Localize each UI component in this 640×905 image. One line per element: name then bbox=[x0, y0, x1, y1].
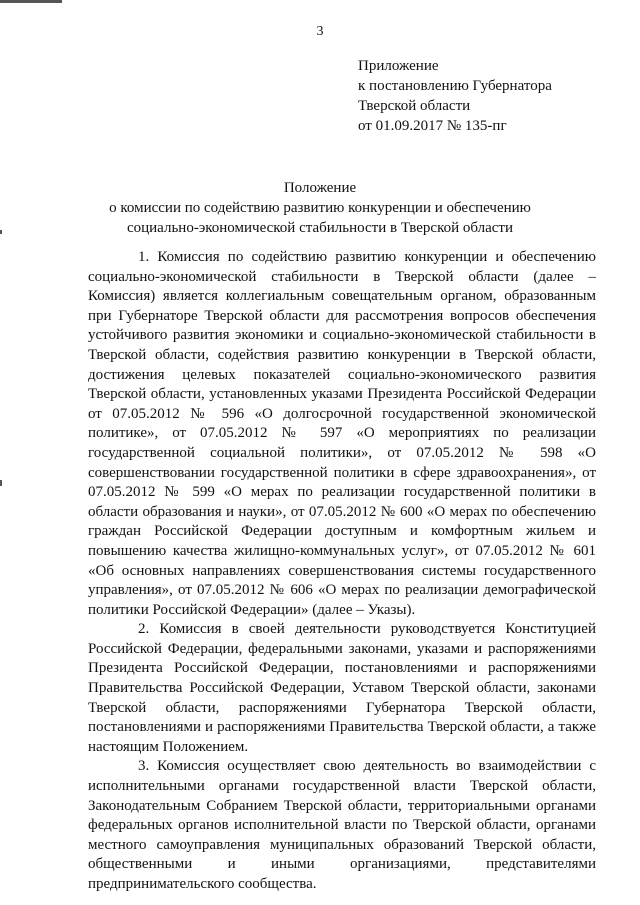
title-heading: Положение bbox=[283, 180, 357, 196]
appendix-line: Приложение bbox=[358, 58, 439, 74]
paragraph-3: 3. Комиссия осуществляет свою деятельность во взаимодействии с исполнительными органами государственной власти Тверской области, Законодательным Собранием Тверской области, территориальными органами федеральных органов исполнительной власти по Тверской области, органами местного самоуправления муниципальных образований Тверской области, общественными и иными организациями, представителями предпринимательского сообщества. bbox=[88, 758, 596, 892]
title-line: о комиссии по содействию развитию конкуренции и обеспечению bbox=[109, 200, 531, 216]
title-line: социально-экономической стабильности в Тверской области bbox=[126, 220, 514, 236]
document-body bbox=[88, 248, 596, 895]
paragraph-1: 1. Комиссия по содействию развитию конкуренции и обеспечению социально-экономической стабильности в Тверской области (далее – Комиссия) является коллегиальным совещательным органом, образованным при Губернаторе Тверской области для рассмотрения вопросов обеспечения устойчивого развития экономики и социально-экономической стабильности в Тверской области, содействия развитию конкуренции в Тверской области, достижения целевых показателей социально-экономического развития Тверской области, установленных указами Президента Российской Федерации от 07.05.2012 № 596 «О долгосрочной государственной экономической политике», от 07.05.2012 № 597 «О мероприятиях по реализации государственной социальной политики», от 07.05.2012 № 598 «О совершенствовании государственной политики в сфере здравоохранения», от 07.05.2012 № 599 «О мерах по реализации государственной политики в области образования и науки», от 07.05.2012 № 600 «О мерах по обеспечению граждан Российской Федерации доступным и комфортным жильем и повышению качества жилищно-коммунальных услуг», от 07.05.2012 № 601 «Об основных направлениях совершенствования системы государственного управления», от 07.05.2012 № 606 «О мерах по реализации демографической политики Российской Федерации» (далее – Указы). bbox=[88, 249, 596, 618]
appendix-line: от 01.09.2017 № 135-пг bbox=[358, 118, 507, 134]
page-number: 3 bbox=[316, 24, 324, 39]
appendix-line: Тверской области bbox=[358, 98, 471, 114]
scan-edge-mark bbox=[0, 480, 2, 486]
paragraph-2: 2. Комиссия в своей деятельности руководствуется Конституцией Российской Федерации, федеральными законами, указами и распоряжениями Президента Российской Федерации, постановлениями и распоряжениями Правительства Российской Федерации, Уставом Тверской области, законами Тверской области, распоряжениями Губернатора Тверской области, постановлениями и распоряжениями Правительства Тверской области, а также настоящим Положением. bbox=[88, 621, 596, 755]
appendix-line: к постановлению Губернатора bbox=[358, 78, 552, 94]
document-title bbox=[0, 178, 640, 238]
scan-edge-mark bbox=[0, 0, 62, 3]
appendix-block bbox=[358, 56, 552, 136]
